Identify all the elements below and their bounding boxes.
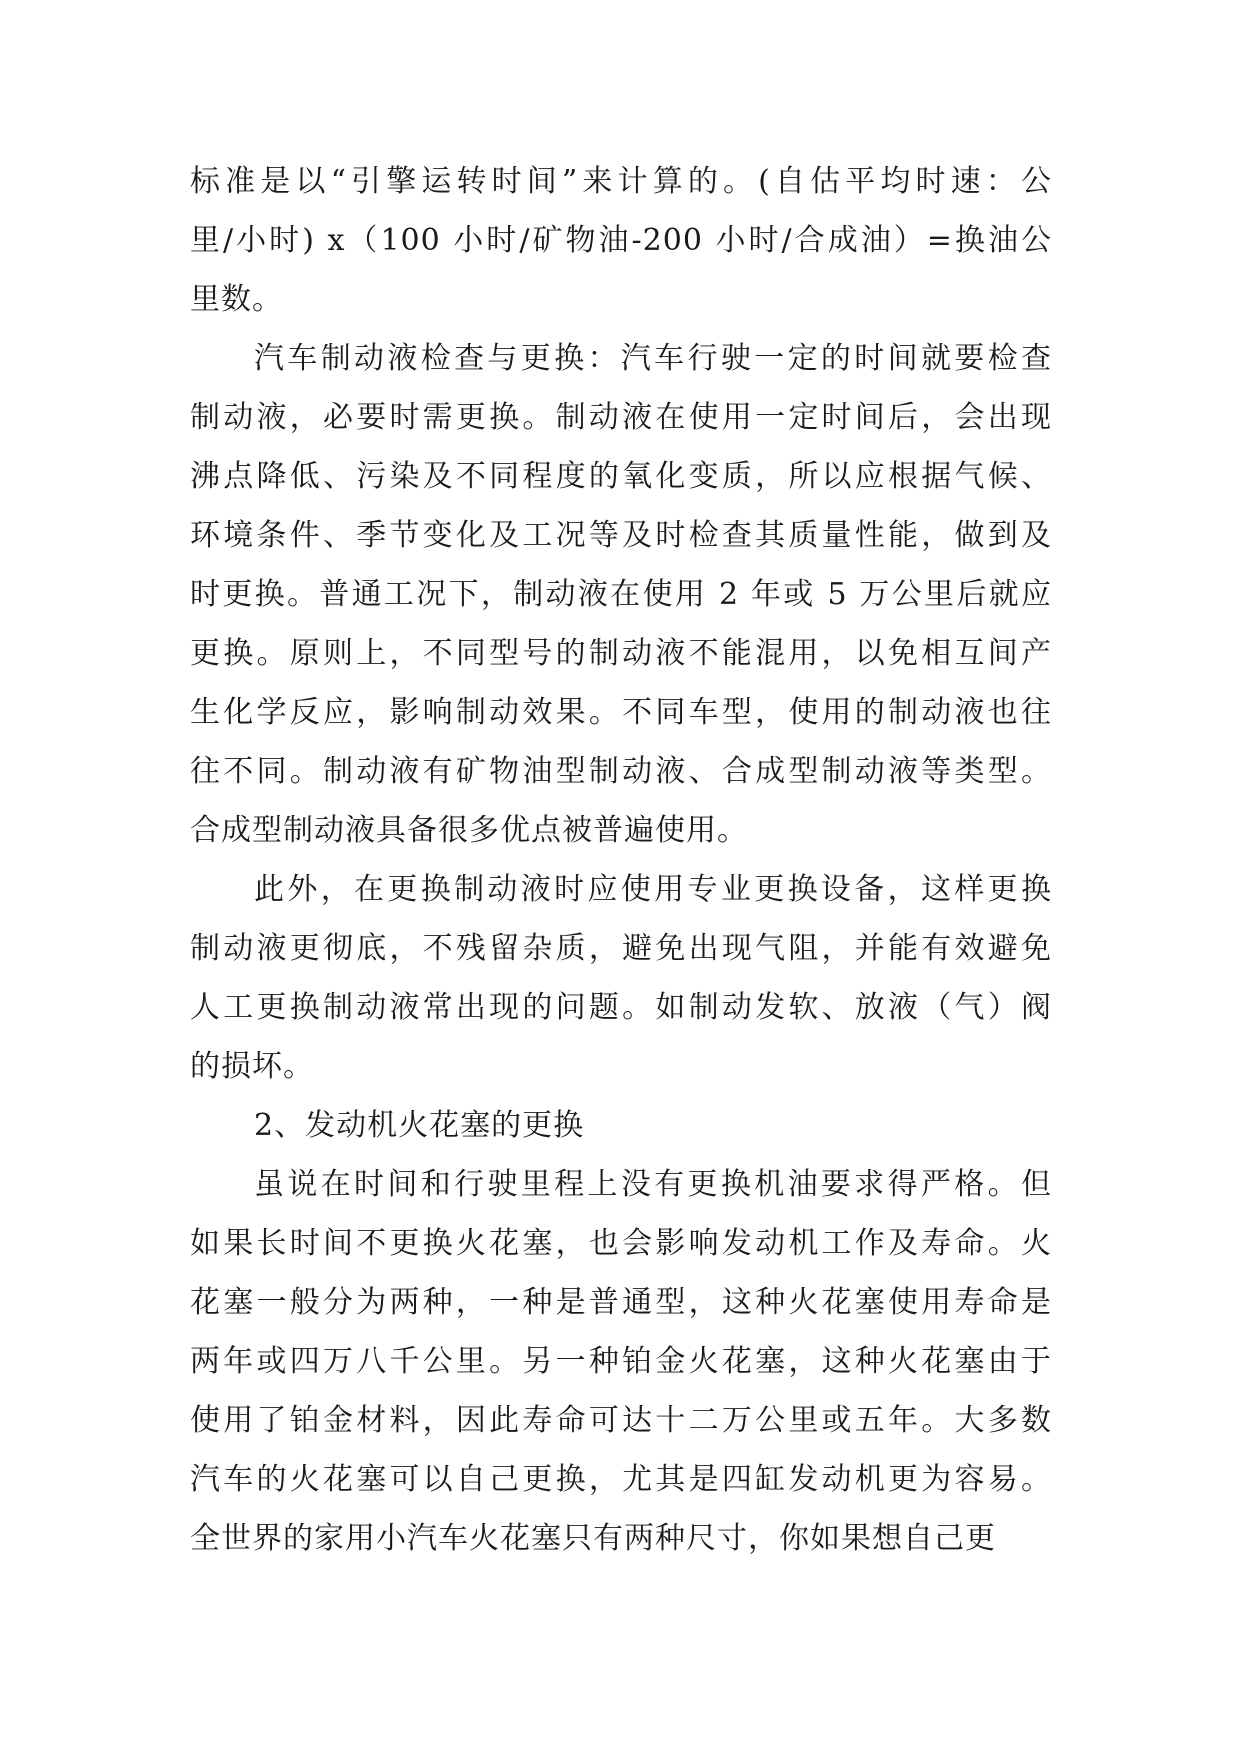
text-line: 更换。原则上，不同型号的制动液不能混用，以免相互间产 bbox=[190, 636, 1052, 671]
text-line: 制动液更彻底，不残留杂质，避免出现气阻，并能有效避免 bbox=[190, 931, 1052, 966]
text-line: 沸点降低、污染及不同程度的氧化变质，所以应根据气候、 bbox=[190, 459, 1052, 494]
text-line: 使用了铂金材料，因此寿命可达十二万公里或五年。大多数 bbox=[190, 1403, 1052, 1438]
paragraph bbox=[190, 329, 1052, 860]
text-line: 2、发动机火花塞的更换 bbox=[254, 1108, 585, 1143]
paragraph bbox=[190, 860, 1052, 1096]
document-page bbox=[190, 152, 1052, 1568]
text-line: 时更换。普通工况下，制动液在使用 2 年或 5 万公里后就应 bbox=[190, 577, 1052, 612]
text-line: 此外，在更换制动液时应使用专业更换设备，这样更换 bbox=[254, 872, 1052, 907]
paragraph bbox=[190, 1096, 1052, 1155]
paragraph bbox=[190, 152, 1052, 329]
text-line: 环境条件、季节变化及工况等及时检查其质量性能，做到及 bbox=[190, 518, 1052, 553]
text-line: 制动液，必要时需更换。制动液在使用一定时间后，会出现 bbox=[190, 400, 1052, 435]
text-line: 的损坏。 bbox=[190, 1049, 314, 1084]
text-line: 里数。 bbox=[190, 282, 283, 317]
text-line: 汽车的火花塞可以自己更换，尤其是四缸发动机更为容易。 bbox=[190, 1462, 1052, 1497]
text-line: 人工更换制动液常出现的问题。如制动发软、放液（气）阀 bbox=[190, 990, 1052, 1025]
text-line: 标准是以“引擎运转时间”来计算的。(自估平均时速：公 bbox=[190, 164, 1052, 199]
text-line: 两年或四万八千公里。另一种铂金火花塞，这种火花塞由于 bbox=[190, 1344, 1052, 1379]
text-line: 生化学反应，影响制动效果。不同车型，使用的制动液也往 bbox=[190, 695, 1052, 730]
text-line: 往不同。制动液有矿物油型制动液、合成型制动液等类型。 bbox=[190, 754, 1052, 789]
text-line: 汽车制动液检查与更换：汽车行驶一定的时间就要检查 bbox=[254, 341, 1052, 376]
text-line: 里/小时) x（100 小时/矿物油-200 小时/合成油）=换油公 bbox=[190, 223, 1052, 258]
text-line: 合成型制动液具备很多优点被普遍使用。 bbox=[190, 813, 748, 848]
text-line: 如果长时间不更换火花塞，也会影响发动机工作及寿命。火 bbox=[190, 1226, 1052, 1261]
paragraph bbox=[190, 1155, 1052, 1568]
text-line: 花塞一般分为两种，一种是普通型，这种火花塞使用寿命是 bbox=[190, 1285, 1052, 1320]
text-line: 全世界的家用小汽车火花塞只有两种尺寸，你如果想自己更 bbox=[190, 1521, 996, 1556]
text-line: 虽说在时间和行驶里程上没有更换机油要求得严格。但 bbox=[254, 1167, 1052, 1202]
